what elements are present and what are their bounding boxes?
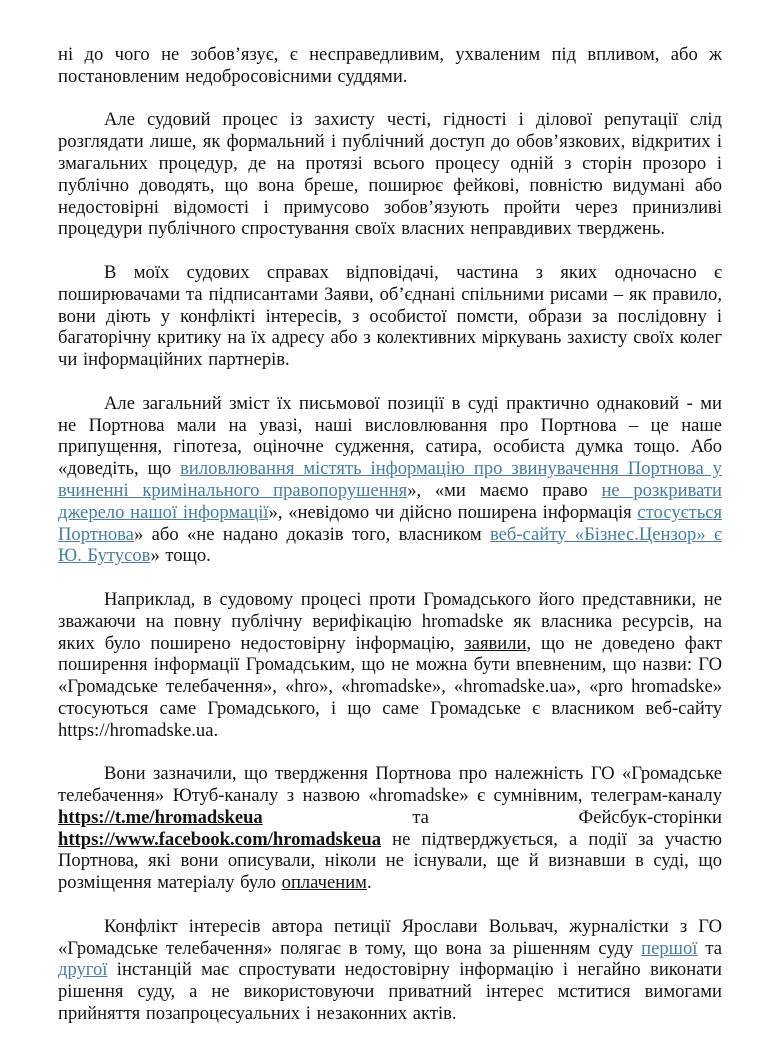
paragraph [58, 393, 722, 567]
paragraph [58, 589, 722, 742]
text-run: Вони зазначили, що твердження Портнова про належність ГО «Громадське телебачення» Ютуб-каналу з назвою «hromadske» є сумнівним, телеграм-каналу [58, 763, 722, 807]
hyperlink[interactable]: не розкривати джерело нашої інформації [58, 479, 722, 523]
paragraph [58, 44, 722, 88]
hyperlink[interactable]: першої [641, 937, 698, 959]
text-run: Але судовий процес із захисту честі, гідності і ділової репутації слід розглядати лише, як формальний і публічний доступ до обов’язкових, відкритих і змагальних процедур, де на протязі всього процесу одній з сторін прозоро і публічно доводять, що вона бреше, поширює фейкові, повністю видумані або недостовірні відомості і примусово зобов’язують пройти через принизливі процедури публічного спростування своїх власних неправдивих тверджень. [58, 109, 722, 240]
text-run: Але загальний зміст їх письмової позиції в суді практично однаковий - ми не Портнова мали на увазі, наші висловлювання про Портнова – це наше припущення, гіпотеза, оціночне судження, сатира, особиста думка тощо. Або «доведіть, що [58, 392, 722, 480]
paragraph [58, 262, 722, 371]
paragraph [58, 109, 722, 240]
document-body [58, 44, 722, 1025]
hyperlink[interactable]: виловлювання містять інформацію про звинувачення Портнова у вчиненні кримінального правопорушення [58, 458, 722, 501]
text-run: не підтверджується, а події за участю Портнова, які вони описували, ніколи не існували, ще й визнавши в суді, що розміщення матеріалу було [58, 828, 722, 894]
text-run: Наприклад, в судовому процесі проти Громадського його представники, не зважаючи на повну публічну верифікацію hromadske як власника ресурсів, на яких було поширено недостовірну інформацію, [58, 588, 722, 654]
text-run: », «ми маємо право [407, 479, 602, 501]
underlined-text: заявили [464, 632, 527, 654]
hyperlink[interactable]: другої [58, 959, 108, 981]
paragraph [58, 763, 722, 894]
text-run: », «невідомо чи дійсно поширена інформація [268, 501, 638, 523]
underlined-text: оплаченим [281, 872, 367, 894]
paragraph [58, 916, 722, 1025]
hyperlink[interactable]: стосується Портнова [58, 501, 723, 545]
text-run: та [697, 937, 722, 959]
text-run: . [366, 872, 372, 894]
text-run: та Фейсбук-сторінки [262, 806, 722, 828]
text-run: В моїх судових справах відповідачі, частина з яких одночасно є поширювачами та підписантами Заяви, об’єднані спільними рисами – як правило, вони діють у конфлікті інтересів, з особистої помсти, образи за послідовну і багаторічну критику на їх адресу або з колективних міркувань захисту своїх колег чи інформаційних партнерів. [58, 261, 722, 371]
url-text: https://t.me/hromadskeua [58, 806, 263, 828]
text-run: » тощо. [150, 545, 211, 567]
hyperlink[interactable]: веб-сайту «Бізнес.Цензор» є Ю. Бутусов [58, 523, 722, 567]
text-run: ні до чого не зобов’язує, є несправедливим, ухваленим під впливом, або ж постановленим недобросовісними суддями. [58, 44, 722, 87]
text-run: , що не доведено факт поширення інформації Громадським, що не можна бути впевненим, що назви: ГО «Громадське телебачення», «hro», «hromadske», «hromadske.ua», «pro hromadske» стосуються саме Громадського, і що саме Громадське є власником веб-сайту https://hromadske.ua. [58, 632, 722, 741]
text-run: Конфлікт інтересів автора петиції Ярослави Вольвач, журналістки з ГО «Громадське телебачення» полягає в тому, що вона за рішенням суду [58, 915, 722, 959]
url-text: https://www.facebook.com/hromadskeua [58, 828, 382, 850]
text-run: інстанцій має спростувати недостовірну інформацію і негайно виконати рішення суду, а не використовуючи приватний інтерес мститися вимогами прийняття позапроцесуальних і незаконних актів. [58, 959, 722, 1025]
text-run: » або «не надано доказів того, власником [133, 523, 490, 545]
